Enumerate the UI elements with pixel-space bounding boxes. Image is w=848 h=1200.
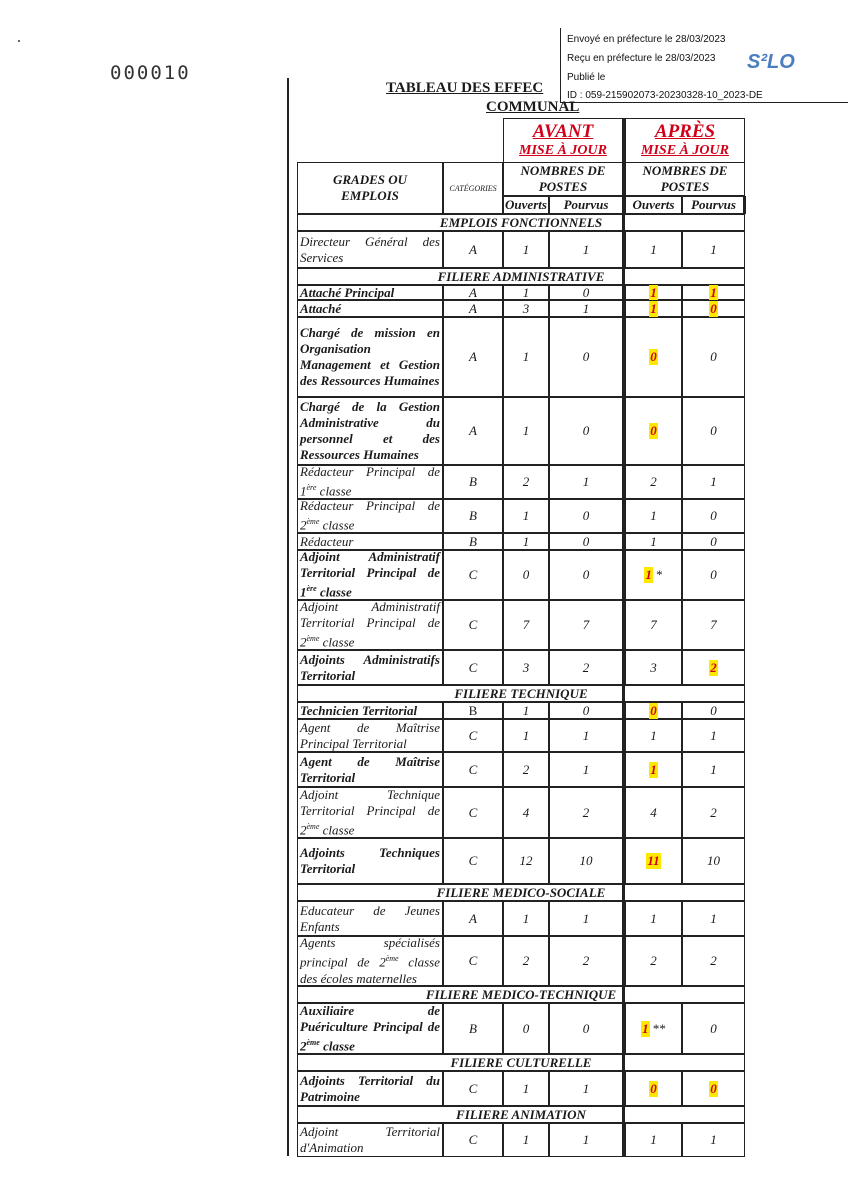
avant-nombres: NOMBRES DE POSTES [503,162,623,196]
count-cell-ap-p: 1 [682,752,745,787]
count-cell-ap-p: 0 [682,300,745,317]
count-cell-ap-p: 0 [682,1003,745,1054]
category-cell: C [443,719,503,752]
count-cell-ap-p: 1 [682,285,745,300]
s2lo-logo: S²LO [747,51,795,73]
count-cell-ap-p: 0 [682,397,745,465]
grades-header: GRADES OU EMPLOIS [297,162,443,214]
grade-cell: Adjoints Territorial du Patrimoine [297,1071,443,1106]
grade-cell: Chargé de mission en Organisation Management et Gestion des Ressources Humaines [297,317,443,397]
grade-cell: Technicien Territorial [297,702,443,719]
count-cell-ap-p: 1 [682,719,745,752]
category-cell: C [443,650,503,685]
count-cell-av-o: 7 [503,600,549,650]
apres-pourvus-header: Pourvus [682,196,745,214]
count-cell-av-p: 0 [549,397,623,465]
count-cell-ap-o: 1 [625,533,682,550]
count-cell-av-o: 1 [503,901,549,936]
count-cell-av-p: 1 [549,465,623,499]
count-cell-av-p: 1 [549,1071,623,1106]
count-cell-ap-p: 1 [682,901,745,936]
category-cell: C [443,752,503,787]
category-cell: A [443,285,503,300]
category-cell: B [443,533,503,550]
count-cell-ap-o: 0 [625,397,682,465]
count-cell-ap-p: 0 [682,1071,745,1106]
grade-cell: Auxiliaire de Puériculture Principal de 2ème classe [297,1003,443,1054]
count-cell-av-o: 4 [503,787,549,838]
count-cell-av-p: 1 [549,300,623,317]
document-title: TABLEAU DES EFFEC [386,80,544,96]
count-cell-ap-p: 1 [682,231,745,268]
grade-cell: Attaché [297,300,443,317]
grade-cell: Adjoints Administratifs Territorial [297,650,443,685]
count-cell-ap-o: 0 [625,317,682,397]
count-cell-av-o: 3 [503,300,549,317]
category-cell: C [443,1123,503,1157]
count-cell-av-o: 1 [503,285,549,300]
count-cell-ap-p: 1 [682,1123,745,1157]
category-cell: B [443,499,503,533]
grade-cell: Rédacteur Principal de 1ère classe [297,465,443,499]
section-header: FILIERE ADMINISTRATIVE [297,268,745,285]
category-cell: C [443,838,503,884]
count-cell-ap-p: 0 [682,533,745,550]
section-header: FILIERE MEDICO-TECHNIQUE [297,986,745,1003]
apres-nombres: NOMBRES DE POSTES [625,162,745,196]
count-cell-av-o: 1 [503,231,549,268]
count-cell-av-o: 0 [503,1003,549,1054]
category-cell: C [443,936,503,986]
count-cell-av-p: 0 [549,1003,623,1054]
grade-cell: Adjoint Administratif Territorial Principal de 1ère classe [297,550,443,600]
count-cell-av-o: 3 [503,650,549,685]
count-cell-ap-o: 1 [625,300,682,317]
count-cell-ap-p: 0 [682,550,745,600]
count-cell-av-p: 2 [549,936,623,986]
count-cell-av-o: 1 [503,397,549,465]
count-cell-av-o: 1 [503,1071,549,1106]
count-cell-ap-o: 0 [625,702,682,719]
count-cell-ap-p: 2 [682,936,745,986]
count-cell-ap-o: 1 [625,901,682,936]
count-cell-ap-o: 3 [625,650,682,685]
scan-speck [18,40,20,42]
category-cell: B [443,702,503,719]
count-cell-ap-o: 1 [625,752,682,787]
count-cell-ap-p: 0 [682,702,745,719]
category-cell: C [443,1071,503,1106]
avant-header: AVANT MISE À JOUR [503,118,623,162]
stamp-sent: Envoyé en préfecture le 28/03/2023 [567,34,726,45]
count-cell-av-p: 1 [549,1123,623,1157]
avant-pourvus-header: Pourvus [549,196,623,214]
count-cell-ap-p: 7 [682,600,745,650]
count-cell-ap-o: 1 [625,499,682,533]
count-cell-av-p: 0 [549,702,623,719]
category-cell: C [443,550,503,600]
count-cell-av-o: 1 [503,719,549,752]
column-separator [622,118,625,1157]
count-cell-ap-o: 7 [625,600,682,650]
apres-header: APRÈS MISE À JOUR [625,118,745,162]
section-header: FILIERE MEDICO-SOCIALE [297,884,745,901]
apres-ouverts-header: Ouverts [625,196,682,214]
count-cell-av-o: 2 [503,752,549,787]
count-cell-ap-o: 1 [625,1123,682,1157]
count-cell-ap-p: 1 [682,465,745,499]
count-cell-av-o: 1 [503,499,549,533]
count-cell-ap-p: 2 [682,650,745,685]
count-cell-av-o: 0 [503,550,549,600]
category-cell: A [443,300,503,317]
categories-header: CATÉGORIES [443,162,503,214]
count-cell-av-p: 1 [549,719,623,752]
count-cell-ap-p: 0 [682,499,745,533]
grade-cell: Educateur de Jeunes Enfants [297,901,443,936]
grade-cell: Adjoint Technique Territorial Principal de 2ème classe [297,787,443,838]
category-cell: C [443,787,503,838]
count-cell-av-p: 0 [549,317,623,397]
category-cell: A [443,231,503,268]
count-cell-av-o: 1 [503,533,549,550]
count-cell-av-p: 1 [549,231,623,268]
count-cell-av-p: 0 [549,285,623,300]
stamp-published: Publié le [567,72,606,83]
count-cell-av-p: 1 [549,752,623,787]
avant-ouverts-header: Ouverts [503,196,549,214]
section-header: EMPLOIS FONCTIONNELS [297,214,745,231]
grade-cell: Adjoint Territorial d'Animation [297,1123,443,1157]
grade-cell: Rédacteur [297,533,443,550]
count-cell-ap-o: 2 [625,465,682,499]
count-cell-av-p: 0 [549,550,623,600]
count-cell-ap-o: 4 [625,787,682,838]
count-cell-ap-o: 1 [625,231,682,268]
stamp-received: Reçu en préfecture le 28/03/2023 [567,53,716,64]
count-cell-av-p: 7 [549,600,623,650]
grade-cell: Attaché Principal [297,285,443,300]
grade-cell: Agents spécialisés principal de 2ème classe des écoles maternelles [297,936,443,986]
prefecture-stamp [560,28,848,103]
count-cell-ap-o: 11 [625,838,682,884]
count-cell-av-p: 10 [549,838,623,884]
count-cell-ap-p: 10 [682,838,745,884]
count-cell-av-p: 0 [549,499,623,533]
page-number: 000010 [110,62,191,84]
grade-cell: Adjoints Techniques Territorial [297,838,443,884]
count-cell-av-o: 1 [503,702,549,719]
grade-cell: Agent de Maîtrise Territorial [297,752,443,787]
category-cell: A [443,317,503,397]
count-cell-av-o: 1 [503,1123,549,1157]
stamp-id: ID : 059-215902073-20230328-10_2023-DE [567,90,763,101]
category-cell: B [443,465,503,499]
count-cell-av-o: 1 [503,317,549,397]
count-cell-ap-o: 1 ** [625,1003,682,1054]
count-cell-av-o: 2 [503,936,549,986]
grade-cell: Agent de Maîtrise Principal Territorial [297,719,443,752]
category-cell: A [443,397,503,465]
count-cell-ap-o: 1 [625,719,682,752]
section-header: FILIERE ANIMATION [297,1106,745,1123]
grade-cell: Adjoint Administratif Territorial Principal de 2ème classe [297,600,443,650]
grade-cell: Directeur Général des Services [297,231,443,268]
column-separator [743,196,746,214]
category-cell: C [443,600,503,650]
section-header: FILIERE TECHNIQUE [297,685,745,702]
count-cell-av-p: 2 [549,787,623,838]
section-header: FILIERE CULTURELLE [297,1054,745,1071]
count-cell-av-p: 2 [549,650,623,685]
count-cell-ap-o: 1 [625,285,682,300]
count-cell-ap-p: 0 [682,317,745,397]
count-cell-ap-o: 2 [625,936,682,986]
document-subtitle: COMMUNAL [486,99,580,115]
grade-cell: Chargé de la Gestion Administrative du personnel et des Ressources Humaines [297,397,443,465]
count-cell-av-o: 12 [503,838,549,884]
count-cell-av-p: 0 [549,533,623,550]
grade-cell: Rédacteur Principal de 2ème classe [297,499,443,533]
count-cell-ap-o: 0 [625,1071,682,1106]
count-cell-ap-p: 2 [682,787,745,838]
count-cell-av-p: 1 [549,901,623,936]
margin-line [287,78,289,1156]
category-cell: B [443,1003,503,1054]
category-cell: A [443,901,503,936]
count-cell-ap-o: 1 * [625,550,682,600]
count-cell-av-o: 2 [503,465,549,499]
